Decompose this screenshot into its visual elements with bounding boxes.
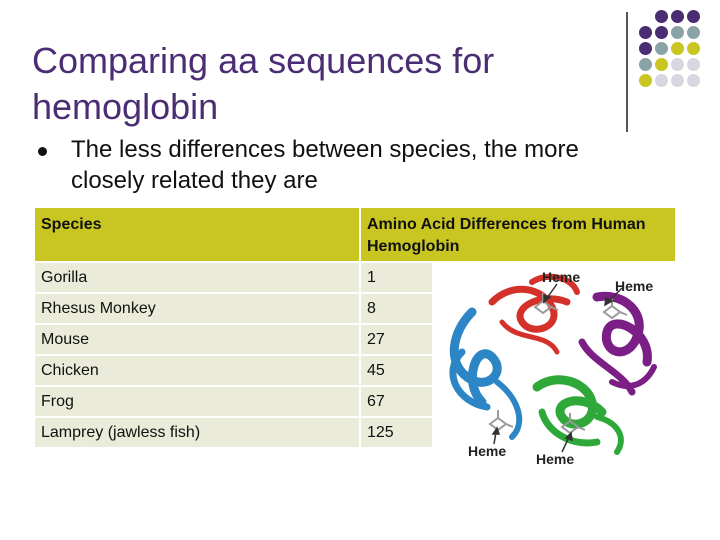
differences-cell: 8 (361, 294, 675, 323)
heme-label-3: Heme (468, 443, 507, 459)
decor-dot (671, 26, 684, 39)
heme-label-2: Heme (615, 278, 654, 294)
species-cell: Lamprey (jawless fish) (35, 418, 359, 447)
differences-cell: 27 (361, 325, 675, 354)
subunit-red (492, 277, 577, 352)
header-species: Species (35, 208, 359, 261)
decor-dot (639, 74, 652, 87)
subunit-green (537, 380, 621, 452)
decor-dot (671, 42, 684, 55)
hemoglobin-ribbon-diagram (432, 262, 678, 468)
decor-dot (671, 10, 684, 23)
decor-divider (626, 12, 628, 132)
species-cell: Mouse (35, 325, 359, 354)
decor-dot (655, 58, 668, 71)
hemoglobin-structure-image (432, 262, 678, 468)
decor-dot (687, 26, 700, 39)
decor-dot (639, 26, 652, 39)
decor-dot (655, 10, 668, 23)
heme-label-4: Heme (536, 451, 575, 467)
differences-cell: 45 (361, 356, 675, 385)
differences-cell: 67 (361, 387, 675, 416)
header-differences: Amino Acid Differences from Human Hemoglobin (361, 208, 675, 261)
differences-cell: 125 (361, 418, 675, 447)
bullet-text: The less differences between species, the more closely related they are (71, 136, 579, 194)
species-cell: Gorilla (35, 263, 359, 292)
decor-dot (655, 26, 668, 39)
table-header-row (35, 208, 675, 261)
decor-dot (655, 74, 668, 87)
species-cell: Frog (35, 387, 359, 416)
decor-dot (639, 42, 652, 55)
differences-cell: 1 (361, 263, 675, 292)
species-cell: Rhesus Monkey (35, 294, 359, 323)
decor-dot (671, 58, 684, 71)
heme-label-1: Heme (542, 269, 581, 285)
species-cell: Chicken (35, 356, 359, 385)
slide-title: Comparing aa sequences for hemoglobin (32, 40, 495, 127)
decor-dot (687, 74, 700, 87)
decor-dot (655, 42, 668, 55)
bullet-item (38, 134, 598, 196)
decor-dot (671, 74, 684, 87)
bullet-dot-icon (38, 147, 47, 156)
decor-dot (639, 58, 652, 71)
decor-dot (687, 10, 700, 23)
decor-dot (687, 58, 700, 71)
decor-dot (687, 42, 700, 55)
